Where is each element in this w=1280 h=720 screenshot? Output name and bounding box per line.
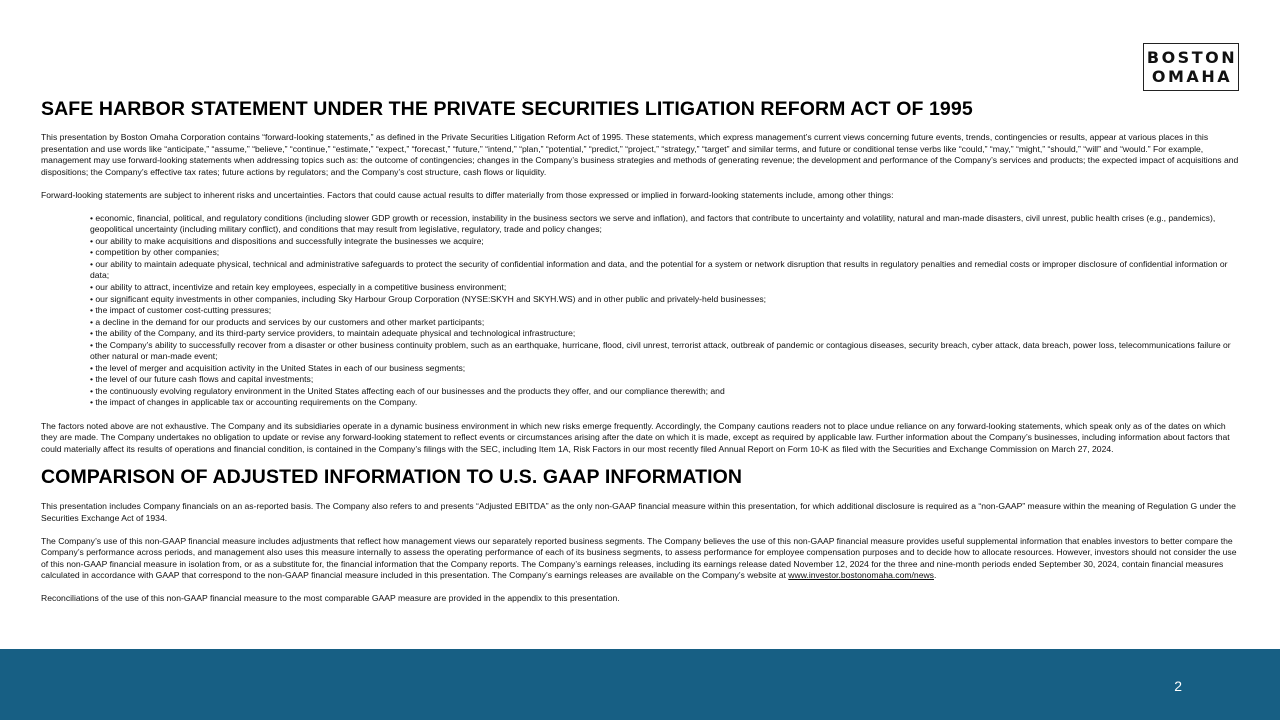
footer-band bbox=[0, 649, 1280, 720]
risk-factors-list bbox=[41, 213, 1241, 409]
boston-omaha-logo bbox=[1143, 43, 1239, 91]
factors-disclaimer-paragraph: The factors noted above are not exhaustive. The Company and its subsidiaries operate in a dynamic business environment in which new risks emerge frequently. Accordingly, the Company cautions readers not to place undue reliance on any forward-looking statements, which speak only as of the dates on which they are made. The Company undertakes no obligation to update or revise any forward-looking statement to reflect events or circumstances arising after the date on which it is made, except as required by applicable law. Further information about the Company’s businesses, including information about factors that could materially affect its results of operations and financial condition, is contained in the Company’s filings with the SEC, including Item 1A, Risk Factors in our most recently filed Annual Report on Form 10-K as filed with the Securities and Exchange Commission on March 27, 2024. bbox=[41, 420, 1230, 454]
non-gaap-usage-text: The Company’s use of this non-GAAP financial measure includes adjustments that reflect how management views our separately reported business segments. The Company believes the use of this non-GAAP financial measure provides useful supplemental information that enables investors to better compare the Company’s performance across periods, and management also uses this measure internally to assess the operating performance of each of its business segments, to assess performance for employee compensation purposes and to decide how to allocate resources. However, investors should not consider the use of this non-GAAP financial measure in isolation from, or as a substitute for, the financial information that the Company reports. The Company’s earnings releases, including its earnings release dated November 12, 2024 for the three and nine-month periods ended September 30, 2024, contain financial measures calculated in accordance with GAAP that correspond to the non-GAAP financial measure included in this presentation. The Company’s earnings releases are available on the Company’s website at bbox=[41, 535, 1237, 581]
risk-factor-item: • economic, financial, political, and regulatory conditions (including slower GDP growth or recession, instability in the business sectors we serve and inflation), and factors that contribute to uncertainty and volatility, natural and man-made disasters, civil unrest, public health crises (e.g., pandemics), geopolitical uncertainty (including military conflict), and conditions that may result from legislative, regulatory, trade and policy changes; bbox=[90, 213, 1241, 236]
risk-factor-item: • our significant equity investments in other companies, including Sky Harbour Group Corporation (NYSE:SKYH and SKYH.WS) and in other public and privately-held businesses; bbox=[90, 294, 1241, 306]
gaap-comparison-heading: COMPARISON OF ADJUSTED INFORMATION TO U.S. GAAP INFORMATION bbox=[41, 466, 743, 489]
risk-factor-item: • our ability to maintain adequate physical, technical and administrative safeguards to protect the security of confidential information and data, and the potential for a system or network disruption that results in regulatory penalties and remedial costs or improper disclosure of confidential information or data; bbox=[90, 259, 1241, 282]
reconciliation-paragraph: Reconciliations of the use of this non-GAAP financial measure to the most comparable GAAP measure are provided in the appendix to this presentation. bbox=[41, 593, 620, 604]
risk-factor-item: • the level of merger and acquisition activity in the United States in each of our business segments; bbox=[90, 363, 1241, 375]
risk-factor-item: • the continuously evolving regulatory environment in the United States affecting each of our businesses and the products they offer, and our compliance therewith; and bbox=[90, 386, 1241, 398]
risk-factor-item: • the ability of the Company, and its third-party service providers, to maintain adequate physical and technological infrastructure; bbox=[90, 328, 1241, 340]
risk-factor-item: • the level of our future cash flows and capital investments; bbox=[90, 374, 1241, 386]
risk-factor-item: • the Company’s ability to successfully recover from a disaster or other business continuity problem, such as an earthquake, hurricane, flood, civil unrest, terrorist attack, outbreak of pandemic or contagious diseases, security breach, cyber attack, data breach, power loss, telecommunications failure or other natural or man-made event; bbox=[90, 340, 1241, 363]
risk-factors-intro-paragraph: Forward-looking statements are subject to inherent risks and uncertainties. Factors that could cause actual results to differ materially from those expressed or implied in forward-looking statements include, among other things: bbox=[41, 189, 894, 200]
investor-news-link[interactable]: www.investor.bostonomaha.com/news bbox=[788, 570, 934, 581]
risk-factor-item: • competition by other companies; bbox=[90, 247, 1241, 259]
non-gaap-usage-paragraph bbox=[41, 536, 1241, 582]
risk-factor-item: • a decline in the demand for our products and services by our customers and other market participants; bbox=[90, 317, 1241, 329]
slide-content bbox=[41, 97, 1241, 605]
risk-factor-item: • the impact of customer cost-cutting pressures; bbox=[90, 305, 1241, 317]
risk-factor-item: • the impact of changes in applicable tax or accounting requirements on the Company. bbox=[90, 397, 1241, 409]
risk-factor-item: • our ability to attract, incentivize and retain key employees, especially in a competitive business environment; bbox=[90, 282, 1241, 294]
page-number: 2 bbox=[1174, 678, 1182, 694]
non-gaap-intro-paragraph: This presentation includes Company financials on an as-reported basis. The Company also refers to and presents “Adjusted EBITDA” as the only non-GAAP financial measure within this presentation, for which additional disclosure is required as a “non-GAAP” measure within the meaning of Regulation G under the Securities Exchange Act of 1934. bbox=[41, 501, 1236, 523]
logo-line-2: OMAHA bbox=[1151, 67, 1233, 86]
safe-harbor-heading: SAFE HARBOR STATEMENT UNDER THE PRIVATE SECURITIES LITIGATION REFORM ACT OF 1995 bbox=[41, 98, 973, 120]
safe-harbor-intro-paragraph: This presentation by Boston Omaha Corporation contains “forward-looking statements,” as defined in the Private Securities Litigation Reform Act of 1995. These statements, which express management’s current views concerning future events, trends, contingencies or results, appear at various places in this presentation and use words like “anticipate,” “assume,” “believe,” “continue,” “estimate,” “expect,” “forecast,” “future,” “intend,” “plan,” “potential,” “predict,” “project,” “strategy,” “target” and similar terms, and future or conditional tense verbs like “could,” “may,” “might,” “should,” “will” and “would.” For example, management may use forward-looking statements when addressing topics such as: the outcome of contingencies; changes in the Company’s business strategies and methods of generating revenue; the development and performance of the Company’s services and products; the expected impact of acquisitions and dispositions; the Company’s effective tax rates; future actions by regulators; and the Company’s cost structure, cash flows or liquidity. bbox=[41, 132, 1239, 177]
risk-factor-item: • our ability to make acquisitions and dispositions and successfully integrate the businesses we acquire; bbox=[90, 236, 1241, 248]
non-gaap-usage-end: . bbox=[933, 570, 937, 581]
logo-line-1: BOSTON bbox=[1146, 48, 1238, 67]
